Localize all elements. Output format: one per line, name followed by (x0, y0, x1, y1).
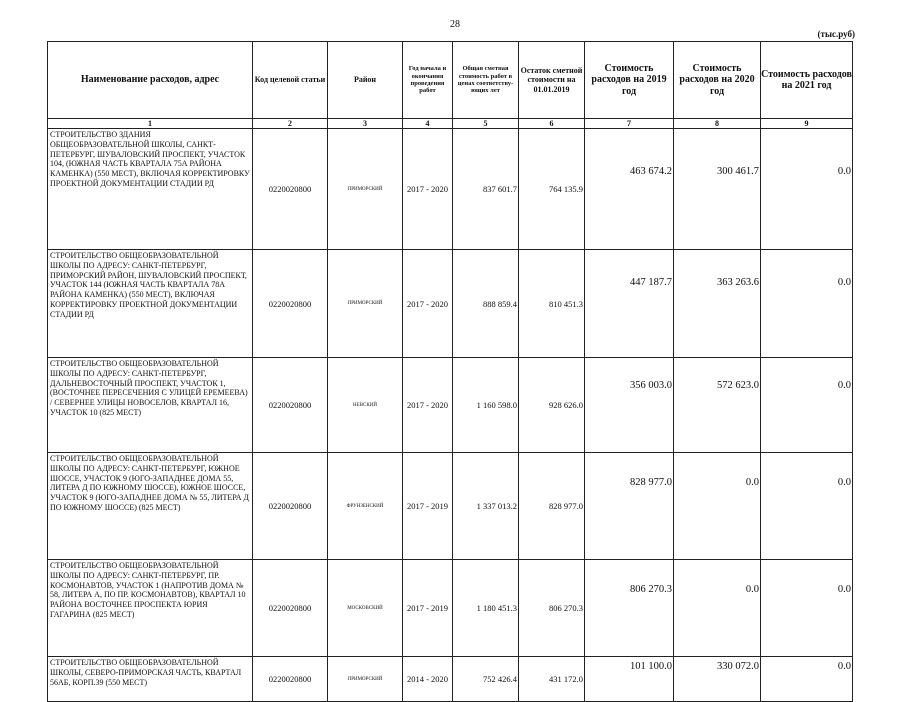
remaining-cost: 431 172.0 (519, 657, 585, 702)
table-row (48, 129, 853, 250)
column-number: 6 (519, 119, 585, 129)
total-cost: 1 180 451.3 (453, 560, 519, 657)
district: ПРИМОРСКИЙ (328, 129, 403, 250)
total-cost: 1 337 013.2 (453, 453, 519, 560)
cost-2020: 0.0 (674, 560, 761, 657)
expense-name: СТРОИТЕЛЬСТВО ОБЩЕОБРАЗОВАТЕЛЬНОЙ ШКОЛЫ ПО АДРЕСУ: САНКТ-ПЕТЕРБУРГ, ПР. КОСМОНАВТОВ, УЧАСТОК 1 (НАПРОТИВ ДОМА № 58, ЛИТЕРА А, ПО ПР. КОСМОНАВТОВ), КВАРТАЛ 10 РАЙОНА ВОСТОЧНЕЕ ПРОСПЕКТА ЮРИЯ ГАГАРИНА (825 МЕСТ) (48, 560, 253, 657)
remaining-cost: 928 626.0 (519, 358, 585, 453)
cost-2020: 572 623.0 (674, 358, 761, 453)
district: ПРИМОРСКИЙ (328, 657, 403, 702)
cost-2019: 828 977.0 (585, 453, 674, 560)
header-total-cost: Общая сметная стоимость работ в ценах соответству-ющих лет (453, 42, 519, 119)
cost-2019: 356 003.0 (585, 358, 674, 453)
cost-2021: 0.0 (761, 358, 853, 453)
remaining-cost: 764 135.9 (519, 129, 585, 250)
target-code: 0220020800 (253, 453, 328, 560)
cost-2019: 101 100.0 (585, 657, 674, 702)
total-cost: 752 426.4 (453, 657, 519, 702)
page-number: 28 (450, 19, 460, 30)
column-number: 8 (674, 119, 761, 129)
header-code: Код целевой статьи (253, 42, 328, 119)
cost-2021: 0.0 (761, 657, 853, 702)
column-number-row (48, 119, 853, 129)
work-years: 2017 - 2020 (403, 129, 453, 250)
units-label: (тыс.руб) (817, 29, 855, 39)
cost-2021: 0.0 (761, 453, 853, 560)
column-number: 2 (253, 119, 328, 129)
cost-2019: 447 187.7 (585, 250, 674, 358)
expense-name: СТРОИТЕЛЬСТВО ОБЩЕОБРАЗОВАТЕЛЬНОЙ ШКОЛЫ ПО АДРЕСУ: САНКТ-ПЕТЕРБУРГ, ДАЛЬНЕВОСТОЧНЫЙ ПРОСПЕКТ, УЧАСТОК 1, (ВОСТОЧНЕЕ ПЕРЕСЕЧЕНИЯ С УЛИЦЕЙ ЕРЕМЕЕВА) / СЕВЕРНЕЕ УЛИЦЫ НОВОСЕЛОВ, КВАРТАЛ 16, УЧАСТОК 10 (825 МЕСТ) (48, 358, 253, 453)
remaining-cost: 810 451.3 (519, 250, 585, 358)
header-cost-2020: Стоимость расходов на 2020 год (674, 42, 761, 119)
work-years: 2017 - 2020 (403, 250, 453, 358)
table-row (48, 358, 853, 453)
table-row (48, 250, 853, 358)
expense-name: СТРОИТЕЛЬСТВО ЗДАНИЯ ОБЩЕОБРАЗОВАТЕЛЬНОЙ ШКОЛЫ, САНКТ-ПЕТЕРБУРГ, ШУВАЛОВСКИЙ ПРОСПЕКТ, УЧАСТОК 104, (ЮЖНАЯ ЧАСТЬ КВАРТАЛА 75А РАЙОНА КАМЕНКА) (550 МЕСТ), ВКЛЮЧАЯ КОРРЕКТИРОВКУ ПРОЕКТНОЙ ДОКУМЕНТАЦИИ СТАДИИ РД (48, 129, 253, 250)
expenses-table (47, 41, 853, 702)
cost-2021: 0.0 (761, 129, 853, 250)
work-years: 2017 - 2019 (403, 453, 453, 560)
column-number: 4 (403, 119, 453, 129)
table-row (48, 560, 853, 657)
district: ПРИМОРСКИЙ (328, 250, 403, 358)
remaining-cost: 828 977.0 (519, 453, 585, 560)
header-name: Наименование расходов, адрес (48, 42, 253, 119)
cost-2021: 0.0 (761, 250, 853, 358)
remaining-cost: 806 270.3 (519, 560, 585, 657)
total-cost: 888 859.4 (453, 250, 519, 358)
column-number: 5 (453, 119, 519, 129)
table-row (48, 657, 853, 702)
table-row (48, 453, 853, 560)
target-code: 0220020800 (253, 560, 328, 657)
work-years: 2017 - 2019 (403, 560, 453, 657)
target-code: 0220020800 (253, 129, 328, 250)
expense-name: СТРОИТЕЛЬСТВО ОБЩЕОБРАЗОВАТЕЛЬНОЙ ШКОЛЫ, СЕВЕРО-ПРИМОРСКАЯ ЧАСТЬ, КВАРТАЛ 56АБ, КОРП.39 (550 МЕСТ) (48, 657, 253, 702)
work-years: 2014 - 2020 (403, 657, 453, 702)
target-code: 0220020800 (253, 657, 328, 702)
table-header-row (48, 42, 853, 119)
work-years: 2017 - 2020 (403, 358, 453, 453)
column-number: 7 (585, 119, 674, 129)
column-number: 1 (48, 119, 253, 129)
district: НЕВСКИЙ (328, 358, 403, 453)
expense-name: СТРОИТЕЛЬСТВО ОБЩЕОБРАЗОВАТЕЛЬНОЙ ШКОЛЫ ПО АДРЕСУ: САНКТ-ПЕТЕРБУРГ, ЮЖНОЕ ШОССЕ, УЧАСТОК 9 (ЮГО-ЗАПАДНЕЕ ДОМА 55, ЛИТЕРА Д ПО ЮЖНОМУ ШОССЕ), ЮЖНОЕ ШОССЕ, УЧАСТОК 9 (ЮГО-ЗАПАДНЕЕ ДОМА № 55, ЛИТЕРА Д ПО ЮЖНОМУ ШОССЕ) (825 МЕСТ) (48, 453, 253, 560)
header-years: Год начала и окончания проведения работ (403, 42, 453, 119)
header-district: Район (328, 42, 403, 119)
cost-2021: 0.0 (761, 560, 853, 657)
total-cost: 1 160 598.0 (453, 358, 519, 453)
column-number: 9 (761, 119, 853, 129)
cost-2020: 363 263.6 (674, 250, 761, 358)
target-code: 0220020800 (253, 358, 328, 453)
header-remaining-cost: Остаток сметной стоимости на 01.01.2019 (519, 42, 585, 119)
cost-2019: 463 674.2 (585, 129, 674, 250)
expense-name: СТРОИТЕЛЬСТВО ОБЩЕОБРАЗОВАТЕЛЬНОЙ ШКОЛЫ ПО АДРЕСУ: САНКТ-ПЕТЕРБУРГ, ПРИМОРСКИЙ РАЙОН, ШУВАЛОВСКИЙ ПРОСПЕКТ, УЧАСТОК 144 (ЮЖНАЯ ЧАСТЬ КВАРТАЛА 78А РАЙОНА КАМЕНКА) (550 МЕСТ), ВКЛЮЧАЯ КОРРЕКТИРОВКУ ПРОЕКТНОЙ ДОКУМЕНТАЦИИ СТАДИИ РД (48, 250, 253, 358)
cost-2020: 300 461.7 (674, 129, 761, 250)
target-code: 0220020800 (253, 250, 328, 358)
district: МОСКОВСКИЙ (328, 560, 403, 657)
district: ФРУНЗЕНСКИЙ (328, 453, 403, 560)
cost-2020: 0.0 (674, 453, 761, 560)
cost-2019: 806 270.3 (585, 560, 674, 657)
header-cost-2021: Стоимость расходов на 2021 год (761, 42, 853, 119)
cost-2020: 330 072.0 (674, 657, 761, 702)
header-cost-2019: Стоимость расходов на 2019 год (585, 42, 674, 119)
column-number: 3 (328, 119, 403, 129)
total-cost: 837 601.7 (453, 129, 519, 250)
